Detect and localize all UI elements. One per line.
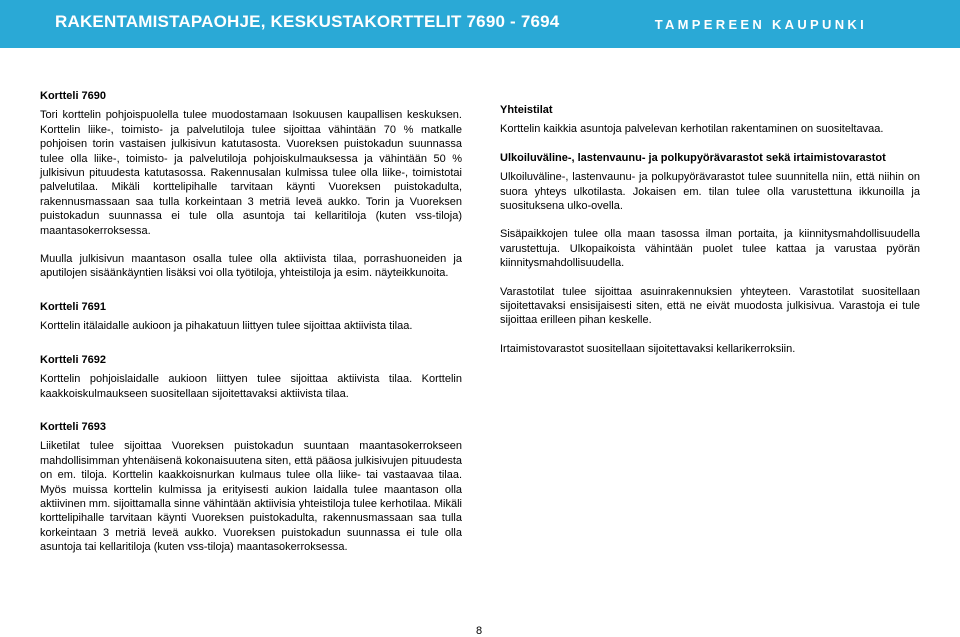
section-heading: Kortteli 7692 [40, 353, 107, 366]
section-heading: Kortteli 7693 [40, 420, 107, 433]
organization-name: TAMPEREEN KAUPUNKI [654, 17, 867, 32]
section-kortteli-7691 [40, 300, 462, 334]
section-yhteistilat [500, 103, 920, 137]
document-title: RAKENTAMISTAPAOHJE, KESKUSTAKORTTELIT 7690 - 7694 [55, 12, 560, 31]
section-heading: Yhteistilat [500, 104, 553, 116]
paragraph: Muulla julkisivun maantason osalla tulee olla aktiivista tilaa, porrashuoneiden ja aputilojen sisäänkäyntien lisäksi voi olla työtiloja, yhteistiloja ja esim. näyteikkunoita. [40, 253, 462, 280]
paragraph: Tori korttelin pohjoispuolella tulee muodostamaan Isokuusen kaupallisen keskuksen. Korttelin liike-, toimisto- ja palvelutiloja tulee sijoittaa vähintään 70 % matkalle pohjoisen torin vastaisen julkisivun katutasosta. Vuoreksen puistokadun suunnassa tulee olla liike-, toimisto- ja palvelutiloja pohjoiskulmauksessa ja vähintään 50 % julkisivun pituudesta katutasossa. Rakennusalan kulmissa tulee olla liike-, toimistotai palvelutilaa. Mikäli korttelipihalle tarvitaan käynti Vuoreksen puistokadulta, rakennusmassaan saa tulla korkeintaan 3 metriä leveä aukko. Torin ja Vuoreksen puistokadun suunnassa ei tule olla asuntoja tai kellaritiloja (kuten vss-tiloja) maantasokerroksessa. [40, 109, 462, 237]
paragraph: Korttelin pohjoislaidalle aukioon liittyen tulee sijoittaa aktiivista tilaa. Korttelin kaakkoiskulmaukseen suositellaan sijoitettavaksi aktiivista tilaa. [40, 373, 462, 400]
paragraph: Korttelin itälaidalle aukioon ja pihakatuun liittyen tulee sijoittaa aktiivista tilaa. [40, 320, 413, 333]
left-column [40, 89, 462, 555]
paragraph: Ulkoiluväline-, lastenvaunu- ja polkupyörävarastot tulee suunnitella niin, että niihin on suora yhteys ulkotilasta. Jokaisen em. tilan tulee olla varustettuna ikkunoilla ja suosituksena ulko-ovella. [500, 171, 920, 213]
right-column [500, 103, 920, 356]
section-kortteli-7690 [40, 89, 462, 281]
paragraph: Sisäpaikkojen tulee olla maan tasossa ilman portaita, ja kiinnitysmahdollisuudella varustettuja. Ulkopaikoista vähintään puolet tulee kattaa ja varustaa pyörän kiinnitysmahdollisuudella. [500, 228, 920, 270]
paragraph: Liiketilat tulee sijoittaa Vuoreksen puistokadun suuntaan maantasokerrokseen mahdollisimman yhtenäisenä kokonaisuutena siten, että pääosa julkisivujen pituudesta on em. tiloja. Korttelin kaakkoisnurkan kulmaus tulee olla liike- tai vastaavaa tilaa. Myös muissa korttelin kulmissa ja erityisesti aukion laidalla tulee maantason olla aktiivinen mm. sijoittamalla sinne vähintään aktiivisia yhteistiloja tulee kerhotilaa. Mikäli korttelipihalle tarvitaan käynti Vuoreksen puistokadulta, rakennusmassaan saa tulla korkeintaan 3 metriä leveä aukko. Vuoreksen puistokadun suunnassa ei tule olla asuntoja tai kellaritiloja (kuten vss-tiloja) maantasokerroksessa. [40, 440, 462, 554]
section-heading: Kortteli 7690 [40, 90, 107, 102]
paragraph: Varastotilat tulee sijoittaa asuinrakennuksien yhteyteen. Varastotilat suositellaan sijoitettavaksi ensisijaisesti siten, että ne eivät muodosta julkisivua. Varastoja ei tule sijoittaa erilleen pihan keskelle. [500, 285, 920, 327]
page-number: 8 [476, 625, 483, 637]
section-varastot [500, 151, 920, 356]
section-kortteli-7693 [40, 420, 462, 555]
paragraph: Irtaimistovarastot suositellaan sijoitettavaksi kellarikerroksiin. [500, 342, 796, 355]
page-header [0, 0, 960, 48]
section-heading: Kortteli 7691 [40, 300, 107, 313]
section-kortteli-7692 [40, 353, 462, 401]
paragraph: Korttelin kaikkia asuntoja palvelevan kerhotilan rakentaminen on suositeltavaa. [500, 123, 884, 136]
section-heading: Ulkoiluväline-, lastenvaunu- ja polkupyörävarastot sekä irtaimistovarastot [500, 151, 886, 164]
